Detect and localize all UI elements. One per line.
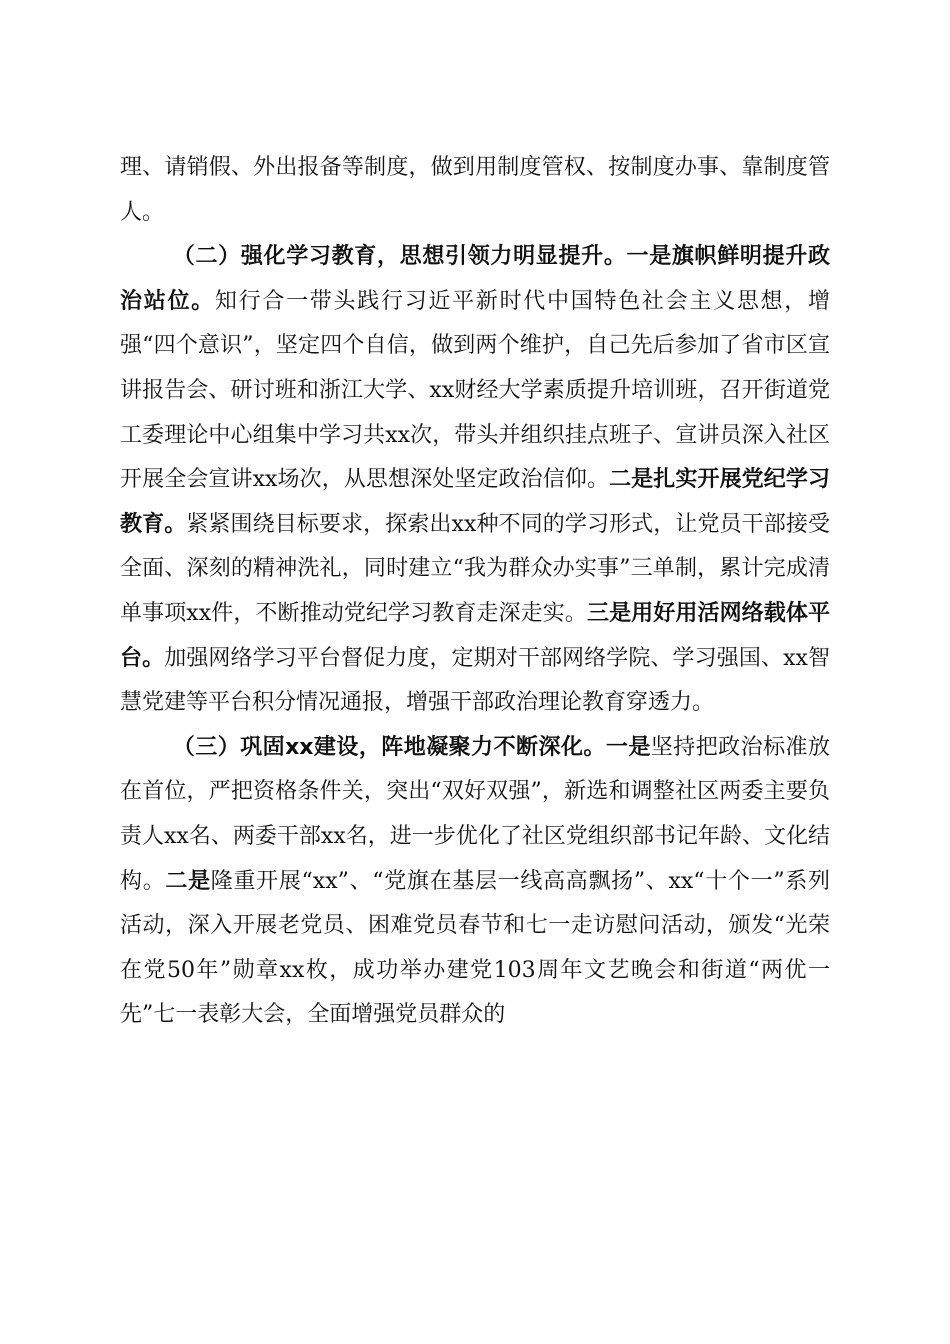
paragraph-text: 紧紧围绕目标要求，探索出xx种不同的学习形式，让党员干部接受全面、深刻的精神洗礼，同时建立“我为群众办实事”三单制，累计完成清单事项xx件，不断推动党纪学习教育走深走实。 xyxy=(120,511,830,626)
section-heading: （二）强化学习教育，思想引领力明显提升。一是旗帜鲜明提升政治站位。 xyxy=(120,244,830,314)
section-heading: （三）巩固xx建设，阵地凝聚力不断深化。一是 xyxy=(172,734,651,760)
paragraph-text: 知行合一带头践行习近平新时代中国特色社会主义思想，增强“四个意识”，坚定四个自信，做到两个维护，自己先后参加了省市区宣讲报告会、研讨班和浙江大学、xx财经大学素质提升培训班，召开街道党工委理论中心组集中学习共xx次，带头并组织挂点班子、宣讲员深入社区开展全会宣讲xx场次，从思想深处坚定政治信仰。 xyxy=(120,288,830,493)
point-heading: 二是扎实开展党纪学习教育。 xyxy=(120,467,830,537)
paragraph-position-building xyxy=(120,726,830,1038)
paragraph-text: 坚持把政治标准放在首位，严把资格条件关，突出“双好双强”，新选和调整社区两委主要负责人xx名、两委干部xx名，进一步优化了社区党组织部书记年龄、文化结构。 xyxy=(120,734,830,894)
paragraph-institutional-management xyxy=(120,146,830,235)
point-heading: 三是用好用活网络载体平台。 xyxy=(120,600,830,671)
paragraph-text: 隆重开展“xx”、“党旗在基层一线高高飘扬”、xx“十个一”系列活动，深入开展老党员、困难党员春节和七一走访慰问活动，颁发“光荣在党50年”勋章xx枚，成功举办建党103周年文艺晚会和街道“两优一先”七一表彰大会，全面增强党员群众的 xyxy=(120,868,830,1028)
body-text xyxy=(120,146,830,1038)
paragraph-study-education xyxy=(120,235,830,726)
point-heading: 二是 xyxy=(165,868,211,894)
paragraph-text: 加强网络学习平台督促力度，定期对干部网络学院、学习强国、xx智慧党建等平台积分情况通报，增强干部政治理论教育穿透力。 xyxy=(120,645,830,716)
paragraph-text: 理、请销假、外出报备等制度，做到用制度管权、按制度办事、靠制度管人。 xyxy=(120,155,830,225)
